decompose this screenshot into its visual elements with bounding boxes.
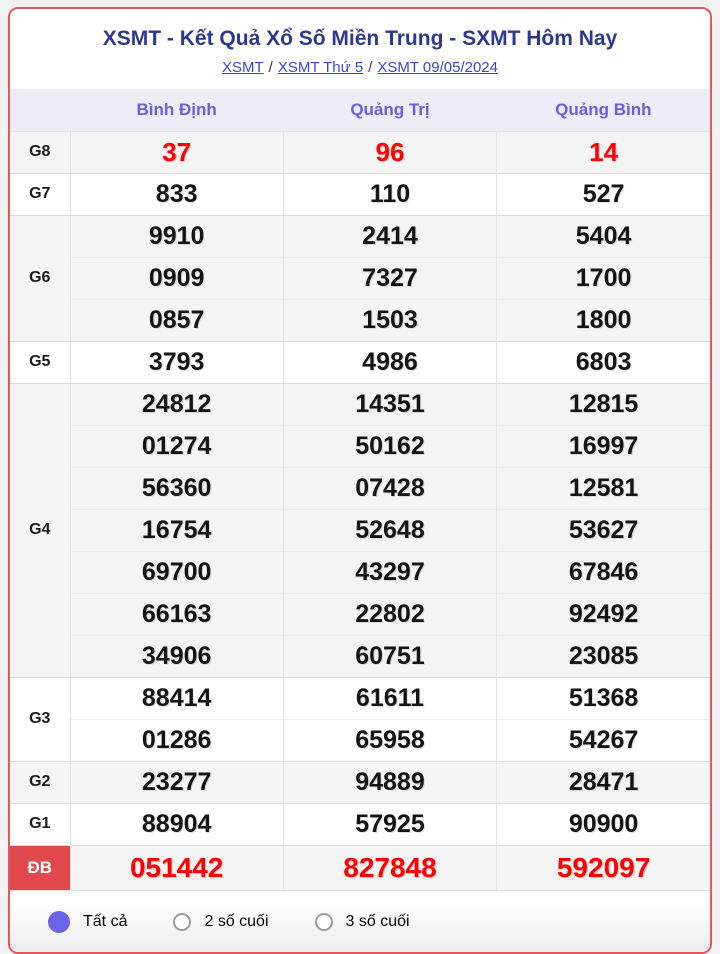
prize-value: 61611 — [283, 677, 496, 719]
prize-value: 28471 — [497, 761, 710, 803]
prize-value: 0909 — [70, 257, 283, 299]
prize-value: 4986 — [283, 341, 496, 383]
breadcrumb-separator: / — [268, 59, 273, 76]
breadcrumb-link-xsmt-date[interactable]: XSMT 09/05/2024 — [377, 59, 498, 76]
prize-value: 23277 — [70, 761, 283, 803]
prize-value: 52648 — [283, 509, 496, 551]
prize-value: 22802 — [283, 593, 496, 635]
prize-value: 592097 — [497, 845, 710, 890]
radio-icon[interactable] — [315, 913, 333, 931]
prize-value: 9910 — [70, 215, 283, 257]
table-row — [10, 677, 710, 719]
table-row — [10, 803, 710, 845]
prize-label-G1: G1 — [10, 803, 70, 845]
prize-value: 2414 — [283, 215, 496, 257]
table-row — [10, 845, 710, 890]
prize-value: 43297 — [283, 551, 496, 593]
prize-value: 60751 — [283, 635, 496, 677]
prize-value: 24812 — [70, 383, 283, 425]
radio-option-0[interactable] — [48, 911, 127, 933]
prize-value: 88414 — [70, 677, 283, 719]
prize-value: 16997 — [497, 425, 710, 467]
table-row — [10, 383, 710, 425]
prize-value: 53627 — [497, 509, 710, 551]
radio-option-label: Tất cả — [83, 912, 128, 930]
filter-bar — [10, 890, 710, 952]
prize-value: 90900 — [497, 803, 710, 845]
results-card — [8, 7, 712, 954]
breadcrumb — [10, 59, 710, 76]
prize-label-G8: G8 — [10, 131, 70, 173]
prize-label-G6: G6 — [10, 215, 70, 341]
table-row — [10, 299, 710, 341]
table-row — [10, 761, 710, 803]
prize-value: 3793 — [70, 341, 283, 383]
prize-value: 14 — [497, 131, 710, 173]
table-row — [10, 593, 710, 635]
prize-value: 57925 — [283, 803, 496, 845]
prize-value: 110 — [283, 173, 496, 215]
table-header-row — [10, 89, 710, 131]
prize-value: 6803 — [497, 341, 710, 383]
prize-value: 12815 — [497, 383, 710, 425]
prize-value: 96 — [283, 131, 496, 173]
prize-value: 12581 — [497, 467, 710, 509]
prize-value: 14351 — [283, 383, 496, 425]
table-row — [10, 341, 710, 383]
column-header-quang-tri: Quảng Trị — [283, 89, 496, 131]
results-table — [10, 89, 710, 890]
prize-label-G5: G5 — [10, 341, 70, 383]
prize-value: 54267 — [497, 719, 710, 761]
prize-label-ĐB: ĐB — [10, 845, 70, 890]
prize-value: 1800 — [497, 299, 710, 341]
radio-option-label: 2 số cuối — [204, 912, 269, 930]
table-row — [10, 509, 710, 551]
prize-value: 5404 — [497, 215, 710, 257]
prize-value: 16754 — [70, 509, 283, 551]
prize-value: 07428 — [283, 467, 496, 509]
prize-value: 66163 — [70, 593, 283, 635]
prize-value: 527 — [497, 173, 710, 215]
prize-value: 50162 — [283, 425, 496, 467]
breadcrumb-link-xsmt[interactable]: XSMT — [221, 59, 264, 76]
prize-value: 01274 — [70, 425, 283, 467]
page-title: XSMT - Kết Quả Xổ Số Miền Trung - SXMT Hôm Nay — [102, 27, 618, 50]
results-table-body — [10, 131, 710, 890]
radio-icon[interactable] — [48, 911, 70, 933]
prize-value: 34906 — [70, 635, 283, 677]
prize-value: 833 — [70, 173, 283, 215]
prize-value: 94889 — [283, 761, 496, 803]
prize-value: 827848 — [283, 845, 496, 890]
prize-value: 51368 — [497, 677, 710, 719]
radio-option-1[interactable] — [173, 913, 268, 931]
prize-value: 23085 — [497, 635, 710, 677]
prize-value: 56360 — [70, 467, 283, 509]
column-header-binh-dinh: Bình Định — [70, 89, 283, 131]
prize-value: 051442 — [70, 845, 283, 890]
prize-value: 88904 — [70, 803, 283, 845]
prize-label-G7: G7 — [10, 173, 70, 215]
radio-option-label: 3 số cuối — [345, 912, 410, 930]
prize-value: 1700 — [497, 257, 710, 299]
radio-option-2[interactable] — [315, 913, 410, 931]
column-header-quang-binh: Quảng Bình — [497, 89, 710, 131]
prize-value: 0857 — [70, 299, 283, 341]
table-row — [10, 719, 710, 761]
prize-value: 67846 — [497, 551, 710, 593]
table-row — [10, 425, 710, 467]
table-row — [10, 215, 710, 257]
prize-value: 7327 — [283, 257, 496, 299]
prize-label-G4: G4 — [10, 383, 70, 677]
table-row — [10, 257, 710, 299]
table-row — [10, 173, 710, 215]
prize-value: 69700 — [70, 551, 283, 593]
radio-icon[interactable] — [173, 913, 191, 931]
prize-value: 65958 — [283, 719, 496, 761]
prize-label-G3: G3 — [10, 677, 70, 761]
table-row — [10, 467, 710, 509]
prize-value: 37 — [70, 131, 283, 173]
breadcrumb-link-xsmt-thu-5[interactable]: XSMT Thứ 5 — [277, 59, 364, 76]
table-row — [10, 551, 710, 593]
prize-value: 01286 — [70, 719, 283, 761]
table-row — [10, 635, 710, 677]
prize-label-G2: G2 — [10, 761, 70, 803]
prize-value: 1503 — [283, 299, 496, 341]
table-row — [10, 131, 710, 173]
breadcrumb-separator: / — [368, 59, 373, 76]
prize-value: 92492 — [497, 593, 710, 635]
prize-column-header — [10, 89, 70, 131]
